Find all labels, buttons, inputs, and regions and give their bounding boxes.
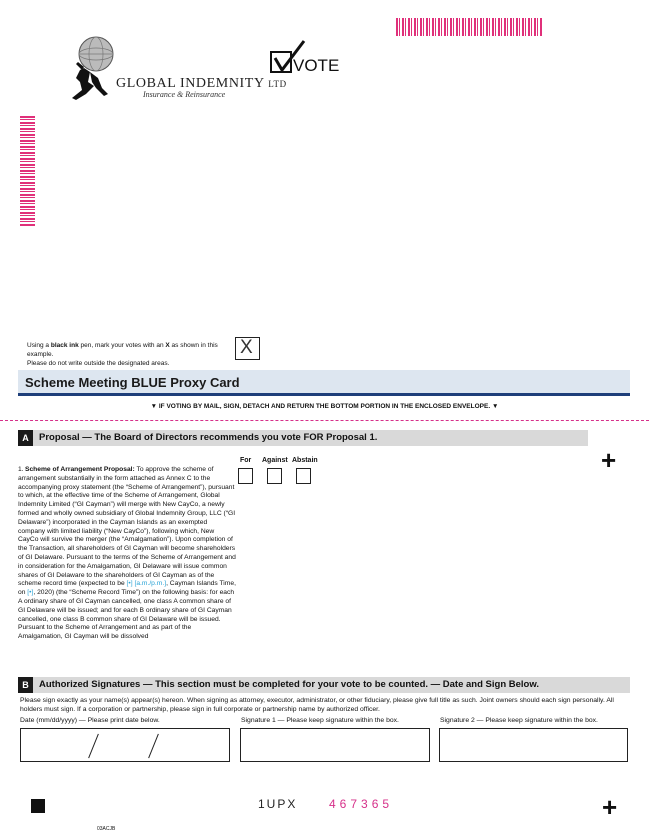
date-separator	[88, 734, 99, 758]
registration-plus-icon: +	[601, 445, 617, 475]
marking-instructions: Using a black ink pen, mark your votes with an X as shown in this example. Please do not write outside the designated areas.	[27, 342, 218, 367]
signature-2-field[interactable]	[439, 728, 628, 762]
detach-line	[0, 420, 649, 421]
placeholder-time: [•] [a.m./p.m.]	[126, 580, 167, 588]
signature-1-label: Signature 1 — Please keep signature within the box.	[241, 717, 399, 724]
top-barcode	[396, 18, 542, 36]
triangle-down-icon: ▼	[491, 403, 499, 410]
section-a-letter: A	[18, 430, 33, 446]
signature-2-label: Signature 2 — Please keep signature within the box.	[440, 717, 598, 724]
section-b-letter: B	[18, 677, 33, 693]
section-a-header	[18, 430, 588, 446]
proposal-1-text: 1.Scheme of Arrangement Proposal: To approve the scheme of arrangement substantially in the form attached as Annex C to the accompanying proxy statement (the “Scheme of Arrangement”), pursuant to which, at the effective time of the Scheme of Arrangement, Global Indemnity Limited (“GI Cayman”) will merge with New CayCo, a newly formed and wholly owned subsidiary of Global Indemnity Group, LLC (“GI Delaware”) incorporated in the Cayman Islands as an exempted company with limited liability (“New CayCo”), following which, New CayCo will survive the merger (the “Amalgamation”). Upon completion of the Transaction, all shareholders of GI Cayman will become shareholders of GI Delaware. Pursuant to the terms of the Scheme of Arrangement and in consideration for the Amalgamation, GI Delaware will issue common shares of GI Delaware to the shareholders of GI Cayman as of the scheme record time (expected to be [•] [a.m./p.m.], Cayman Islands Time, on [•], 2020) (the “Scheme Record Time”) on the following basis: for each A ordinary share of GI Cayman cancelled, one class A common share of GI Delaware will be issued; and for each B ordinary share of GI Cayman cancelled, one class B common share of GI Delaware will be issued. Pursuant to the Scheme of Arrangement and as part of the Amalgamation, GI Cayman will be dissolved	[18, 466, 236, 641]
vote-abstain-checkbox[interactable]	[296, 468, 311, 484]
registration-square	[31, 799, 45, 813]
date-separator	[148, 734, 159, 758]
section-b-heading: Authorized Signatures — This section must be completed for your vote to be counted. — Date and Sign Below.	[39, 679, 540, 690]
date-field[interactable]	[20, 728, 230, 762]
registration-plus-icon: +	[602, 792, 618, 822]
footer-number: 467365	[329, 797, 394, 811]
example-x-mark: X	[240, 337, 253, 358]
company-tagline: Insurance & Reinsurance	[143, 90, 226, 99]
vote-for-checkbox[interactable]	[238, 468, 253, 484]
card-title-band	[18, 370, 630, 396]
column-against: Against	[262, 457, 288, 464]
atlas-globe-logo-icon	[64, 34, 120, 104]
vote-text: VOTE	[293, 56, 340, 75]
column-abstain: Abstain	[292, 457, 318, 464]
placeholder-date: [•]	[27, 589, 34, 597]
side-barcode	[20, 116, 35, 226]
triangle-down-icon: ▼	[150, 403, 158, 410]
vote-against-checkbox[interactable]	[267, 468, 282, 484]
example-mark-box	[235, 337, 260, 360]
signature-1-field[interactable]	[240, 728, 430, 762]
company-name: GLOBAL INDEMNITY LTD	[116, 76, 287, 91]
footer-code: 1UPX	[258, 797, 298, 811]
card-title: Scheme Meeting BLUE Proxy Card	[25, 375, 240, 390]
date-label: Date (mm/dd/yyyy) — Please print date below.	[20, 717, 160, 724]
footer-small-code: 03ACJB	[97, 826, 116, 832]
vote-checkmark-icon	[270, 40, 340, 76]
section-b-header	[18, 677, 630, 693]
signature-instructions: Please sign exactly as your name(s) appear(s) hereon. When signing as attorney, executor, administrator, or other fiduciary, please give full title as such. Joint owners should each sign personally. All holders must sign. If a corporation or partnership, please sign in full corporate or partnership name by authorized officer.	[20, 697, 614, 713]
company-suffix: LTD	[268, 79, 287, 89]
proposal-title: Scheme of Arrangement Proposal:	[25, 466, 135, 473]
column-for: For	[240, 457, 252, 464]
section-a-heading: Proposal — The Board of Directors recommends you vote FOR Proposal 1.	[39, 432, 378, 443]
detach-notice: ▼ IF VOTING BY MAIL, SIGN, DETACH AND RETURN THE BOTTOM PORTION IN THE ENCLOSED ENVELOPE. ▼	[150, 403, 499, 410]
